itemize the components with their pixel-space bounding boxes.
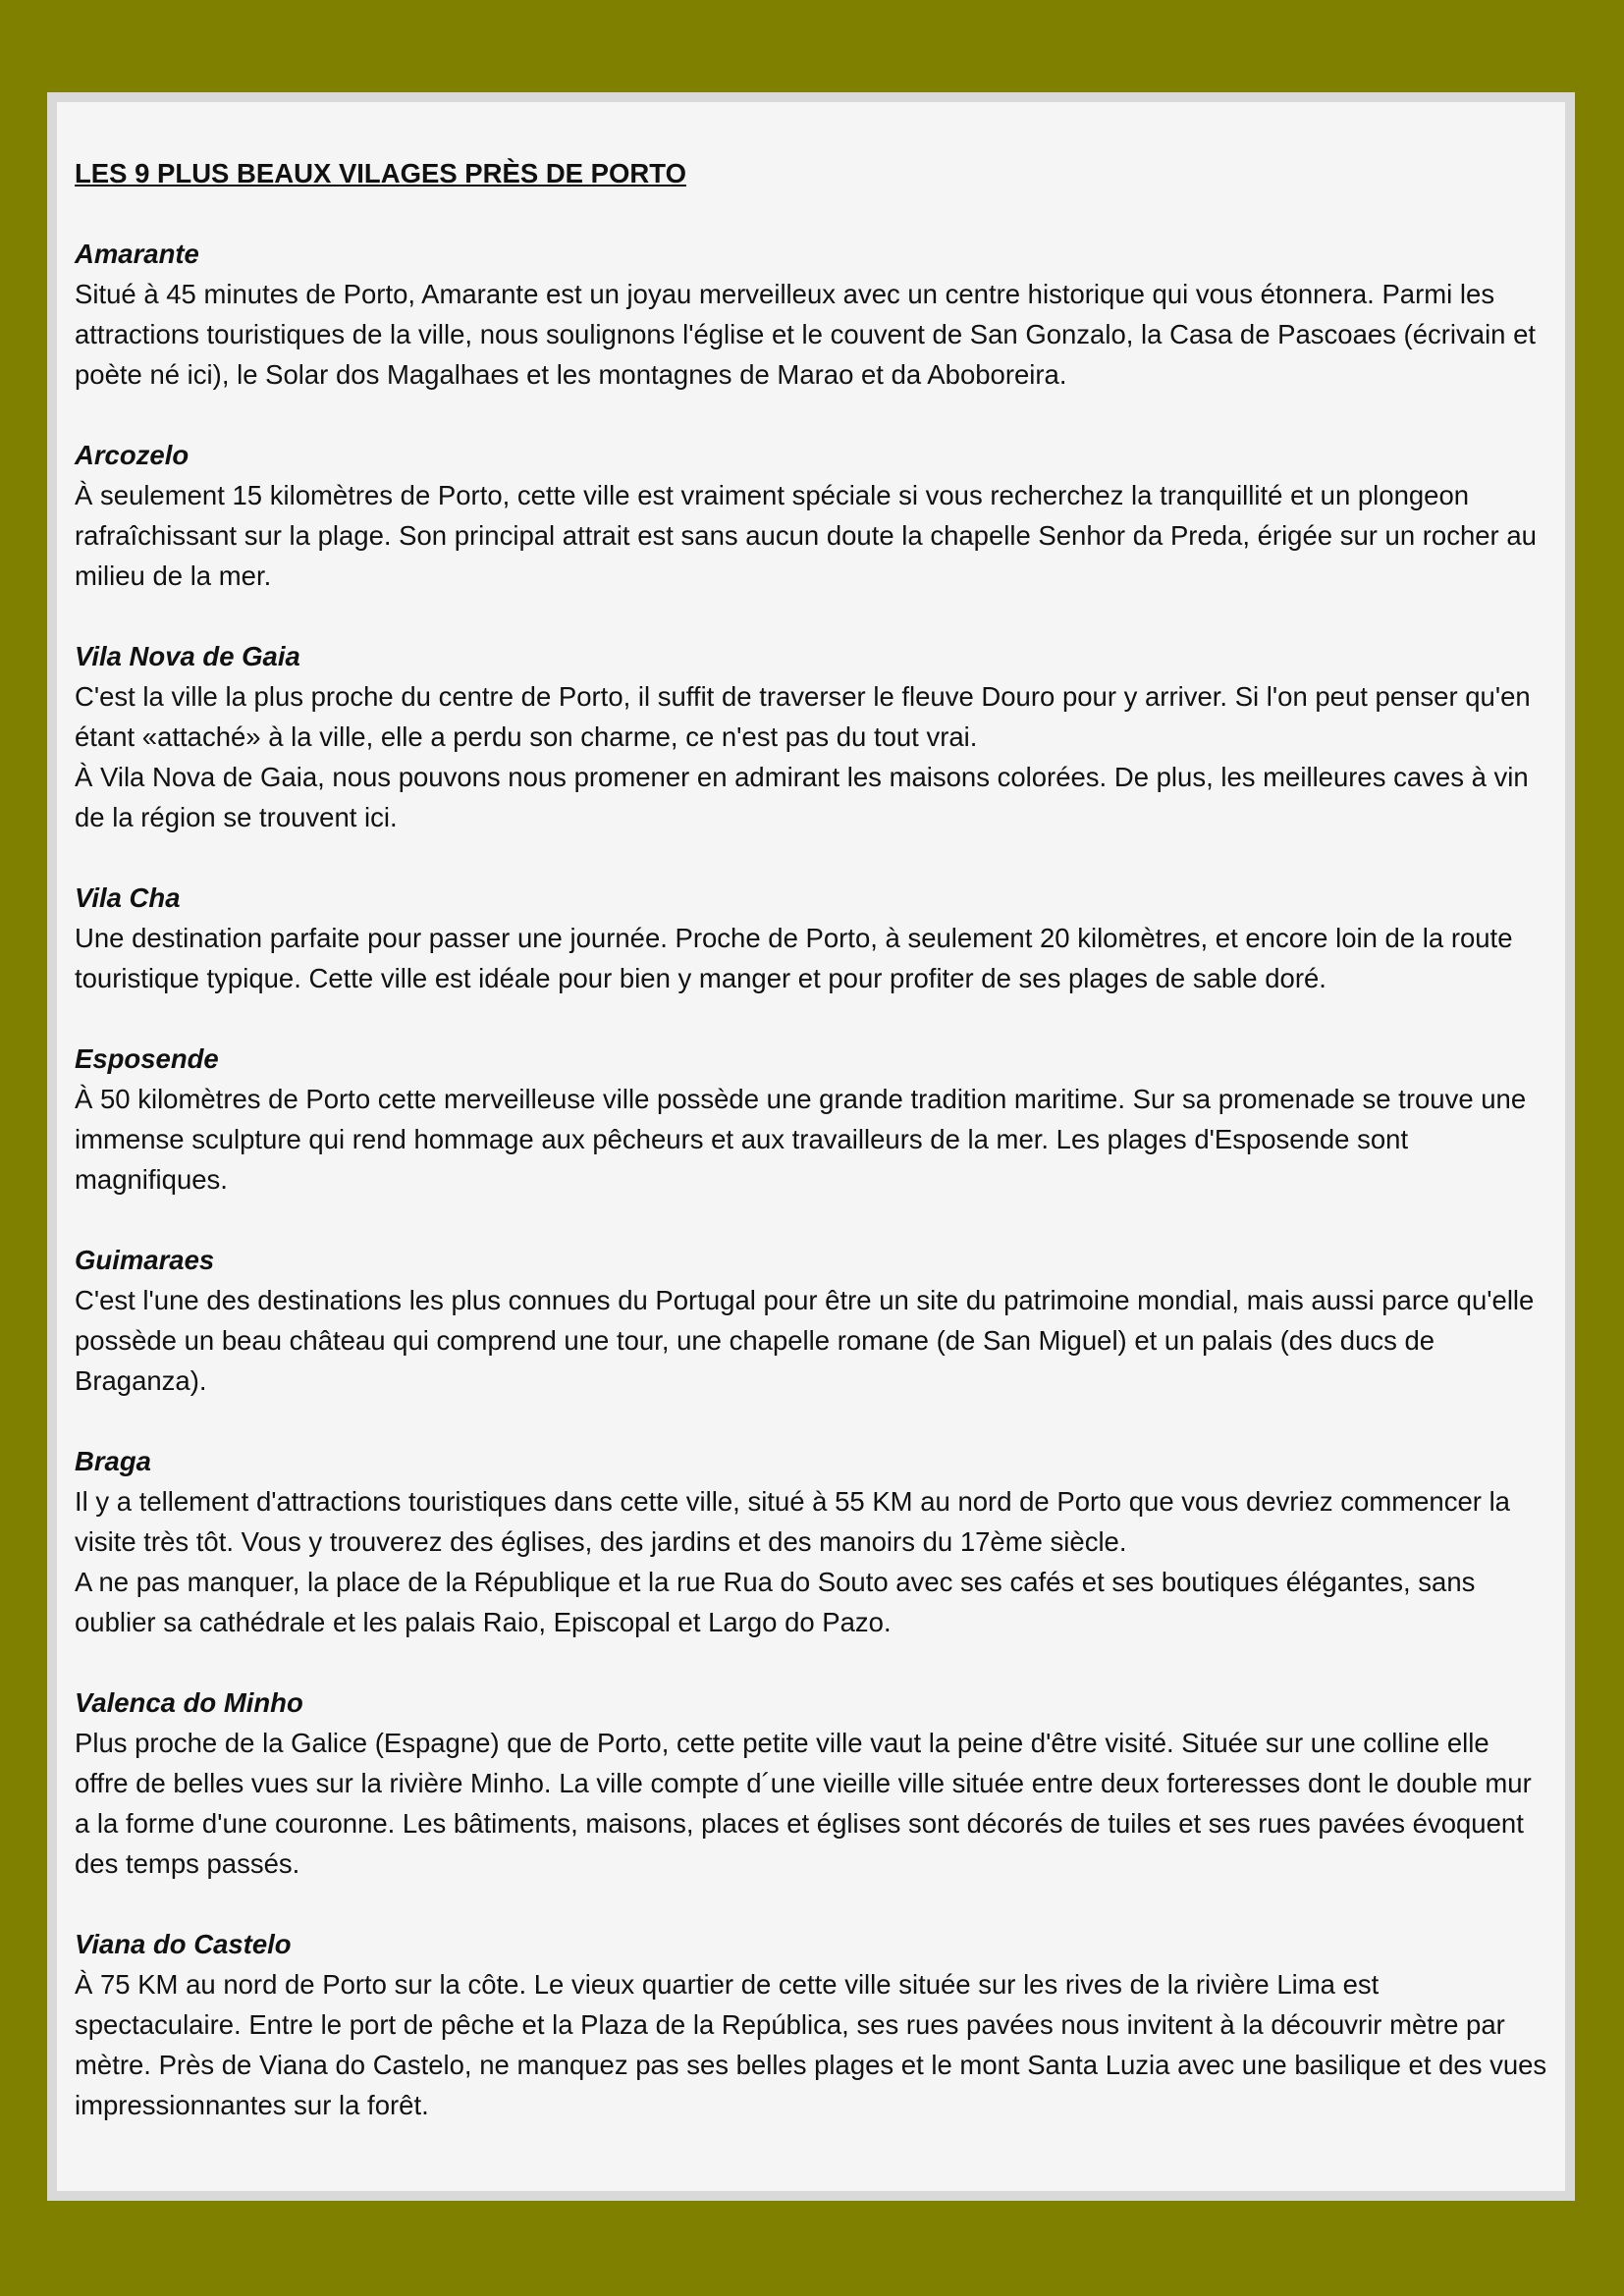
section-braga bbox=[75, 1441, 1547, 1642]
section-vila-cha bbox=[75, 878, 1547, 998]
section-body bbox=[75, 1280, 1547, 1401]
section-arcozelo bbox=[75, 435, 1547, 596]
section-heading: Viana do Castelo bbox=[75, 1929, 292, 1959]
paragraph: À 75 KM au nord de Porto sur la côte. Le vieux quartier de cette ville située sur les rives de la rivière Lima est spectaculaire. Entre le port de pêche et la Plaza de la República, ses rues pavées nous invitent à la découvrir mètre par mètre. Près de Viana do Castelo, ne manquez pas ses belles plages et le mont Santa Luzia avec une basilique et des vues impressionnantes sur la forêt. bbox=[75, 1969, 1547, 2120]
section-heading: Valenca do Minho bbox=[75, 1687, 303, 1718]
section-heading: Braga bbox=[75, 1446, 151, 1476]
paragraph: Situé à 45 minutes de Porto, Amarante est un joyau merveilleux avec un centre historique qui vous étonnera. Parmi les attractions touristiques de la ville, nous soulignons l'église et le couvent de San Gonzalo, la Casa de Pascoaes (écrivain et poète né ici), le Solar dos Magalhaes et les montagnes de Marao et da Aboboreira. bbox=[75, 279, 1537, 390]
section-viana-do-castelo bbox=[75, 1924, 1547, 2125]
section-body bbox=[75, 1723, 1547, 1884]
section-body bbox=[75, 475, 1547, 596]
section-amarante bbox=[75, 234, 1547, 395]
paragraph: Une destination parfaite pour passer une journée. Proche de Porto, à seulement 20 kilomètres, et encore loin de la route touristique typique. Cette ville est idéale pour bien y manger et pour profiter de ses plages de sable doré. bbox=[75, 923, 1513, 993]
page-content bbox=[57, 102, 1565, 2191]
section-heading: Esposende bbox=[75, 1043, 219, 1074]
page-frame bbox=[47, 92, 1575, 2201]
paragraph: C'est l'une des destinations les plus connues du Portugal pour être un site du patrimoine mondial, mais aussi parce qu'elle possède un beau château qui comprend une tour, une chapelle romane (de San Miguel) et un palais (des ducs de Braganza). bbox=[75, 1285, 1535, 1396]
section-body bbox=[75, 918, 1547, 998]
section-body bbox=[75, 1079, 1547, 1200]
section-heading: Guimaraes bbox=[75, 1245, 215, 1275]
paragraph: À 50 kilomètres de Porto cette merveilleuse ville possède une grande tradition maritime. Sur sa promenade se trouve une immense sculpture qui rend hommage aux pêcheurs et aux travailleurs de la mer. Les plages d'Esposende sont magnifiques. bbox=[75, 1084, 1527, 1195]
section-body bbox=[75, 1964, 1547, 2125]
section-heading: Arcozelo bbox=[75, 440, 189, 470]
section-heading: Amarante bbox=[75, 239, 199, 269]
paragraph: Il y a tellement d'attractions touristiques dans cette ville, situé à 55 KM au nord de Porto que vous devriez commencer la visite très tôt. Vous y trouverez des églises, des jardins et des manoirs du 17ème siècle. bbox=[75, 1486, 1510, 1557]
paragraph: À Vila Nova de Gaia, nous pouvons nous promener en admirant les maisons colorées. De plus, les meilleures caves à vin de la région se trouvent ici. bbox=[75, 762, 1529, 832]
paragraph: À seulement 15 kilomètres de Porto, cette ville est vraiment spéciale si vous recherchez la tranquillité et un plongeon rafraîchissant sur la plage. Son principal attrait est sans aucun doute la chapelle Senhor da Preda, érigée sur un rocher au milieu de la mer. bbox=[75, 480, 1537, 591]
section-heading: Vila Cha bbox=[75, 882, 181, 913]
section-esposende bbox=[75, 1039, 1547, 1200]
section-vila-nova-de-gaia bbox=[75, 636, 1547, 837]
paragraph: Plus proche de la Galice (Espagne) que de Porto, cette petite ville vaut la peine d'être visité. Située sur une colline elle offre de belles vues sur la rivière Minho. La ville compte d´une vieille ville située entre deux forteresses dont le double mur a la forme d'une couronne. Les bâtiments, maisons, places et églises sont décorés de tuiles et ses rues pavées évoquent des temps passés. bbox=[75, 1728, 1532, 1879]
section-heading: Vila Nova de Gaia bbox=[75, 641, 300, 671]
paragraph: C'est la ville la plus proche du centre de Porto, il suffit de traverser le fleuve Douro pour y arriver. Si l'on peut penser qu'en étant «attaché» à la ville, elle a perdu son charme, ce n'est pas du tout vrai. bbox=[75, 681, 1531, 752]
section-body bbox=[75, 274, 1547, 395]
section-valenca-do-minho bbox=[75, 1682, 1547, 1884]
section-body bbox=[75, 676, 1547, 837]
section-guimaraes bbox=[75, 1240, 1547, 1401]
paragraph: A ne pas manquer, la place de la République et la rue Rua do Souto avec ses cafés et ses boutiques élégantes, sans oublier sa cathédrale et les palais Raio, Episcopal et Largo do Pazo. bbox=[75, 1567, 1476, 1637]
document-title: LES 9 PLUS BEAUX VILAGES PRÈS DE PORTO bbox=[75, 158, 686, 188]
section-body bbox=[75, 1481, 1547, 1642]
